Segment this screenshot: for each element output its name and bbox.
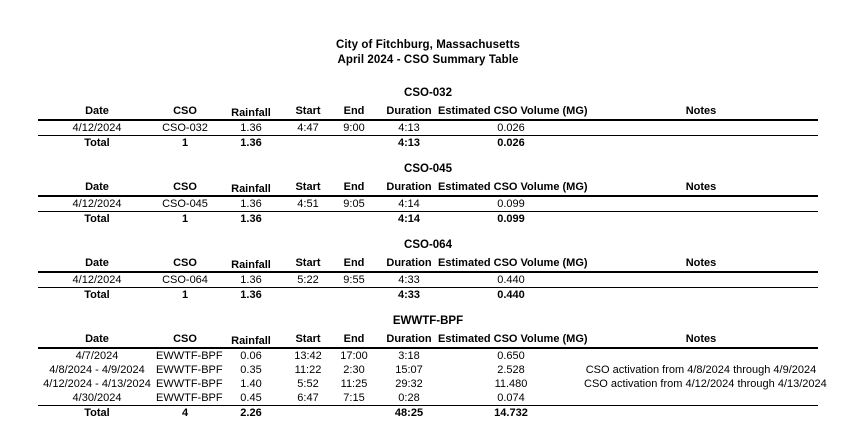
total-cell: Total <box>84 137 110 149</box>
sections <box>38 86 827 420</box>
cell: 11.480 <box>494 378 528 390</box>
column-header-label: Date <box>85 257 109 269</box>
cell: 0.06 <box>240 350 262 362</box>
total-cell: 1.36 <box>240 289 262 301</box>
column-header <box>214 330 288 348</box>
notes-cell: CSO activation from 4/8/2024 through 4/9/2024 <box>585 364 817 376</box>
column-header <box>156 178 214 196</box>
total-cell: Total <box>84 213 110 225</box>
cell: 4/8/2024 - 4/9/2024 <box>49 364 145 376</box>
cell: 11:25 <box>340 378 368 390</box>
cso-section <box>38 86 818 150</box>
column-header-label: End <box>343 257 365 269</box>
notes-cell <box>584 120 818 136</box>
table-row <box>38 348 818 363</box>
column-header-label: CSO <box>173 181 197 193</box>
notes-cell <box>584 196 818 212</box>
table-row <box>38 377 818 391</box>
cell: EWWTF-BPF <box>156 378 223 390</box>
cell: 2.528 <box>497 364 525 376</box>
total-cell: 4:33 <box>397 289 421 301</box>
section-title: CSO-045 <box>404 163 452 175</box>
total-cell <box>328 406 380 421</box>
column-header <box>38 178 156 196</box>
section-title: EWWTF-BPF <box>392 315 464 327</box>
total-cell <box>584 212 818 227</box>
cell: 13:42 <box>294 350 322 362</box>
header-row <box>38 102 818 120</box>
total-cell <box>288 212 328 227</box>
cell: 0.074 <box>438 391 584 406</box>
cell: EWWTF-BPF <box>156 350 223 362</box>
column-header <box>156 254 214 272</box>
cso-table <box>38 254 818 302</box>
column-header <box>328 102 380 120</box>
notes-cell <box>584 391 818 406</box>
header-row <box>38 178 818 196</box>
column-header-label: CSO <box>173 333 197 345</box>
cell: 4/12/2024 - 4/13/2024 <box>43 378 151 390</box>
cso-table <box>38 178 818 226</box>
cell: 4/30/2024 <box>38 391 156 406</box>
column-header-label: Estimated CSO Volume (MG) <box>438 105 588 117</box>
column-header <box>438 254 588 272</box>
total-cell <box>288 406 328 421</box>
total-cell: 2.26 <box>240 407 262 419</box>
cell: 1.36 <box>214 120 288 136</box>
column-header-label: End <box>343 105 365 117</box>
column-header <box>380 330 438 348</box>
total-cell: 1.36 <box>240 137 262 149</box>
cso-table <box>38 102 818 150</box>
cell: 5:52 <box>297 378 319 390</box>
cell: 4/12/2024 <box>38 196 156 212</box>
cell: 0.45 <box>214 391 288 406</box>
cell: 1.40 <box>240 378 262 390</box>
column-header-label: End <box>343 181 365 193</box>
cell: 0.35 <box>240 364 262 376</box>
header-row <box>38 254 818 272</box>
column-header <box>380 102 438 120</box>
column-header <box>38 254 156 272</box>
column-header <box>438 178 588 196</box>
column-header <box>214 102 288 120</box>
table-row <box>38 363 818 377</box>
total-cell <box>328 212 380 227</box>
cell: EWWTF-BPF <box>156 392 223 404</box>
column-header <box>380 254 438 272</box>
column-header-label: Duration <box>386 257 432 269</box>
column-header-label: Rainfall <box>231 183 271 195</box>
total-cell: 1 <box>181 213 189 225</box>
table-row <box>38 272 818 288</box>
notes-cell: CSO activation from 4/12/2024 through 4/13/2024 <box>584 378 827 390</box>
column-header-label: Rainfall <box>231 335 271 347</box>
total-cell: 4 <box>181 407 189 419</box>
column-header-label: Estimated CSO Volume (MG) <box>438 257 588 269</box>
cell: 17:00 <box>340 350 368 362</box>
column-header <box>584 330 818 348</box>
cell: 0.440 <box>438 272 584 288</box>
column-header-label: Start <box>295 333 321 345</box>
column-header-label: Date <box>85 181 109 193</box>
total-cell <box>328 136 380 151</box>
cell: 4:33 <box>380 272 438 288</box>
column-header-label: Notes <box>685 181 717 193</box>
document-title-line2: April 2024 - CSO Summary Table <box>337 54 519 66</box>
cell: 2:30 <box>343 364 365 376</box>
total-row <box>38 136 818 151</box>
column-header <box>288 178 328 196</box>
column-header-label: Estimated CSO Volume (MG) <box>438 181 588 193</box>
column-header-label: CSO <box>173 105 197 117</box>
column-header-label: Duration <box>386 181 432 193</box>
cso-table <box>38 330 827 420</box>
cso-section <box>38 314 827 420</box>
cell: 3:18 <box>398 350 420 362</box>
section-title: CSO-064 <box>404 239 452 251</box>
total-row <box>38 406 818 421</box>
column-header <box>328 330 380 348</box>
cso-section <box>38 238 818 302</box>
column-header <box>288 102 328 120</box>
cell: CSO-064 <box>156 272 214 288</box>
total-cell: 0.026 <box>497 137 525 149</box>
cell: 4:13 <box>380 120 438 136</box>
cso-section <box>38 162 818 226</box>
total-cell: 0.099 <box>497 213 525 225</box>
column-header-label: Date <box>85 333 109 345</box>
total-cell: 1 <box>181 289 189 301</box>
total-cell <box>288 136 328 151</box>
total-cell: Total <box>84 289 110 301</box>
cell: 7:15 <box>328 391 380 406</box>
column-header-label: Notes <box>685 257 717 269</box>
total-row <box>38 288 818 303</box>
cell: 4/12/2024 <box>38 272 156 288</box>
total-cell: 48:25 <box>394 407 424 419</box>
total-cell <box>584 136 818 151</box>
column-header <box>214 178 288 196</box>
column-header-label: Rainfall <box>231 107 271 119</box>
column-header-label: Rainfall <box>231 259 271 271</box>
column-header <box>584 178 818 196</box>
cell: 4/7/2024 <box>75 350 119 362</box>
cell: CSO-032 <box>156 120 214 136</box>
total-cell <box>288 288 328 303</box>
cell: 9:05 <box>328 196 380 212</box>
column-header <box>438 330 588 348</box>
cell: 29:32 <box>395 378 423 390</box>
cell: 4:51 <box>288 196 328 212</box>
header-row <box>38 330 818 348</box>
cell: 0:28 <box>380 391 438 406</box>
cell: 0.026 <box>438 120 584 136</box>
column-header-label: Start <box>295 257 321 269</box>
column-header <box>584 254 818 272</box>
column-header-label: End <box>343 333 365 345</box>
column-header <box>38 330 156 348</box>
cell: 9:00 <box>328 120 380 136</box>
column-header <box>288 254 328 272</box>
cell: 11:22 <box>294 364 322 376</box>
notes-cell <box>584 348 818 363</box>
table-row <box>38 196 818 212</box>
document-header <box>38 0 818 68</box>
column-header <box>380 178 438 196</box>
total-cell <box>584 288 818 303</box>
cell: 0.650 <box>497 350 525 362</box>
cell: 9:55 <box>328 272 380 288</box>
column-header <box>156 102 214 120</box>
document-title-line1: City of Fitchburg, Massachusetts <box>335 39 521 51</box>
column-header <box>584 102 818 120</box>
column-header-label: Duration <box>386 105 432 117</box>
column-header <box>438 102 588 120</box>
column-header <box>38 102 156 120</box>
table-row <box>38 120 818 136</box>
total-cell <box>328 288 380 303</box>
total-cell: Total <box>84 407 110 419</box>
column-header-label: CSO <box>173 257 197 269</box>
cell: 5:22 <box>288 272 328 288</box>
cell: 0.099 <box>438 196 584 212</box>
total-cell: 0.440 <box>497 289 525 301</box>
total-cell: 4:13 <box>397 137 421 149</box>
section-title: CSO-032 <box>404 87 452 99</box>
total-cell: 1 <box>181 137 189 149</box>
cell: 4/12/2024 <box>38 120 156 136</box>
cell: 1.36 <box>214 196 288 212</box>
cell: 1.36 <box>214 272 288 288</box>
cell: CSO-045 <box>156 196 214 212</box>
column-header <box>288 330 328 348</box>
total-cell: 4:14 <box>397 213 421 225</box>
column-header-label: Notes <box>685 105 717 117</box>
column-header <box>328 178 380 196</box>
column-header-label: Notes <box>685 333 717 345</box>
total-cell <box>584 406 818 421</box>
cell: 15:07 <box>395 364 423 376</box>
total-cell: 1.36 <box>240 213 262 225</box>
column-header-label: Duration <box>386 333 432 345</box>
column-header <box>328 254 380 272</box>
column-header-label: Estimated CSO Volume (MG) <box>438 333 588 345</box>
total-cell: 14.732 <box>494 407 528 419</box>
cell: 4:14 <box>380 196 438 212</box>
cell: 6:47 <box>288 391 328 406</box>
cell: EWWTF-BPF <box>156 364 223 376</box>
column-header-label: Start <box>295 105 321 117</box>
column-header <box>214 254 288 272</box>
cell: 4:47 <box>288 120 328 136</box>
total-row <box>38 212 818 227</box>
column-header-label: Date <box>85 105 109 117</box>
notes-cell <box>584 272 818 288</box>
column-header-label: Start <box>295 181 321 193</box>
column-header <box>156 330 214 348</box>
table-row <box>38 391 818 406</box>
